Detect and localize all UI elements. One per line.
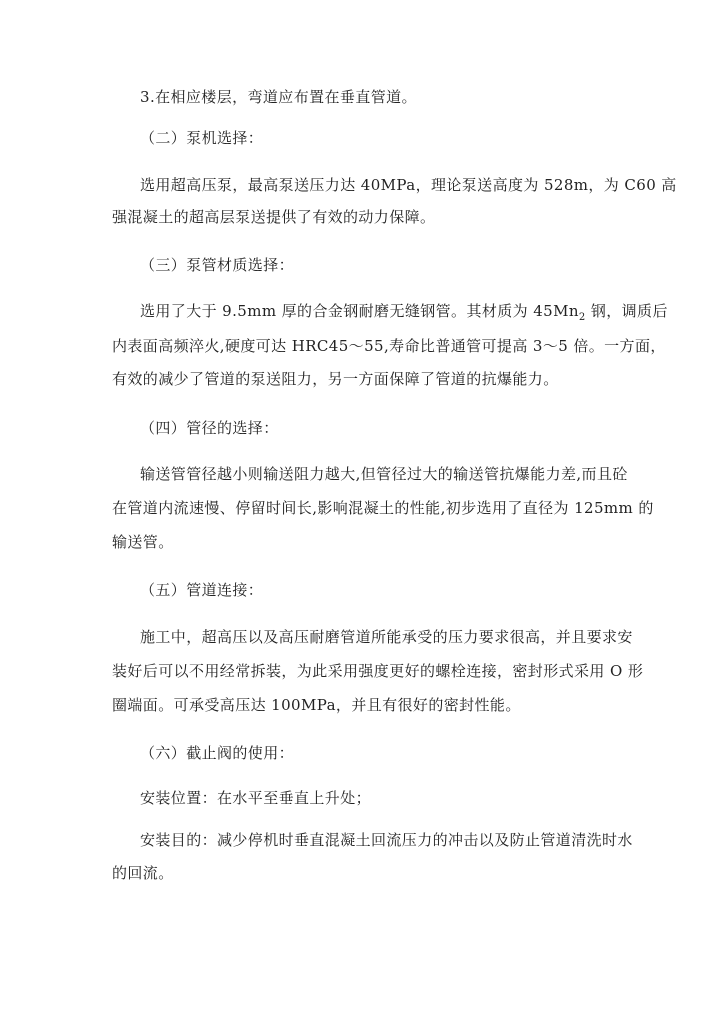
section-heading-pump-selection: （二）泵机选择： xyxy=(140,129,264,147)
subscript: 2 xyxy=(578,312,586,323)
paragraph-line: 输送管管径越小则输送阻力越大,但管径过大的输送管抗爆能力差,而且砼 xyxy=(140,465,628,483)
section-heading-stop-valve: （六）截止阀的使用： xyxy=(140,744,295,762)
section-heading-pipe-diameter: （四）管径的选择： xyxy=(140,419,279,437)
paragraph-line: 强混凝土的超高层泵送提供了有效的动力保障。 xyxy=(112,208,436,226)
paragraph-line: 安装位置：在水平至垂直上升处； xyxy=(140,789,372,807)
paragraph-line: 选用超高压泵，最高泵送压力达 40MPa，理论泵送高度为 528m，为 C60 高 xyxy=(140,176,677,194)
paragraph-line: 有效的减少了管道的泵送阻力，另一方面保障了管道的抗爆能力。 xyxy=(112,370,559,388)
paragraph-line: 安装目的：减少停机时垂直混凝土回流压力的冲击以及防止管道清洗时水 xyxy=(140,831,633,849)
paragraph-line: 输送管。 xyxy=(112,533,174,551)
text-run: 钢，调质后 xyxy=(585,302,668,320)
paragraph-line: 在管道内流速慢、停留时间长,影响混凝土的性能,初步选用了直径为 125mm 的 xyxy=(112,499,654,517)
paragraph-line xyxy=(140,301,668,323)
paragraph-line: 圈端面。可承受高压达 100MPa，并且有很好的密封性能。 xyxy=(112,696,521,714)
paragraph-line: 3.在相应楼层，弯道应布置在垂直管道。 xyxy=(140,88,417,106)
section-heading-pipe-connection: （五）管道连接： xyxy=(140,581,264,599)
text-run: 选用了大于 9.5mm 厚的合金钢耐磨无缝钢管。其材质为 45Mn xyxy=(140,302,579,320)
paragraph-line: 的回流。 xyxy=(112,864,174,882)
section-heading-pipe-material: （三）泵管材质选择： xyxy=(140,256,295,274)
paragraph-line: 装好后可以不用经常拆装，为此采用强度更好的螺栓连接，密封形式采用 O 形 xyxy=(112,662,644,680)
paragraph-line: 施工中，超高压以及高压耐磨管道所能承受的压力要求很高，并且要求安 xyxy=(140,628,633,646)
paragraph-line: 内表面高频淬火,硬度可达 HRC45～55,寿命比普通管可提高 3～5 倍。一方面， xyxy=(112,337,666,355)
